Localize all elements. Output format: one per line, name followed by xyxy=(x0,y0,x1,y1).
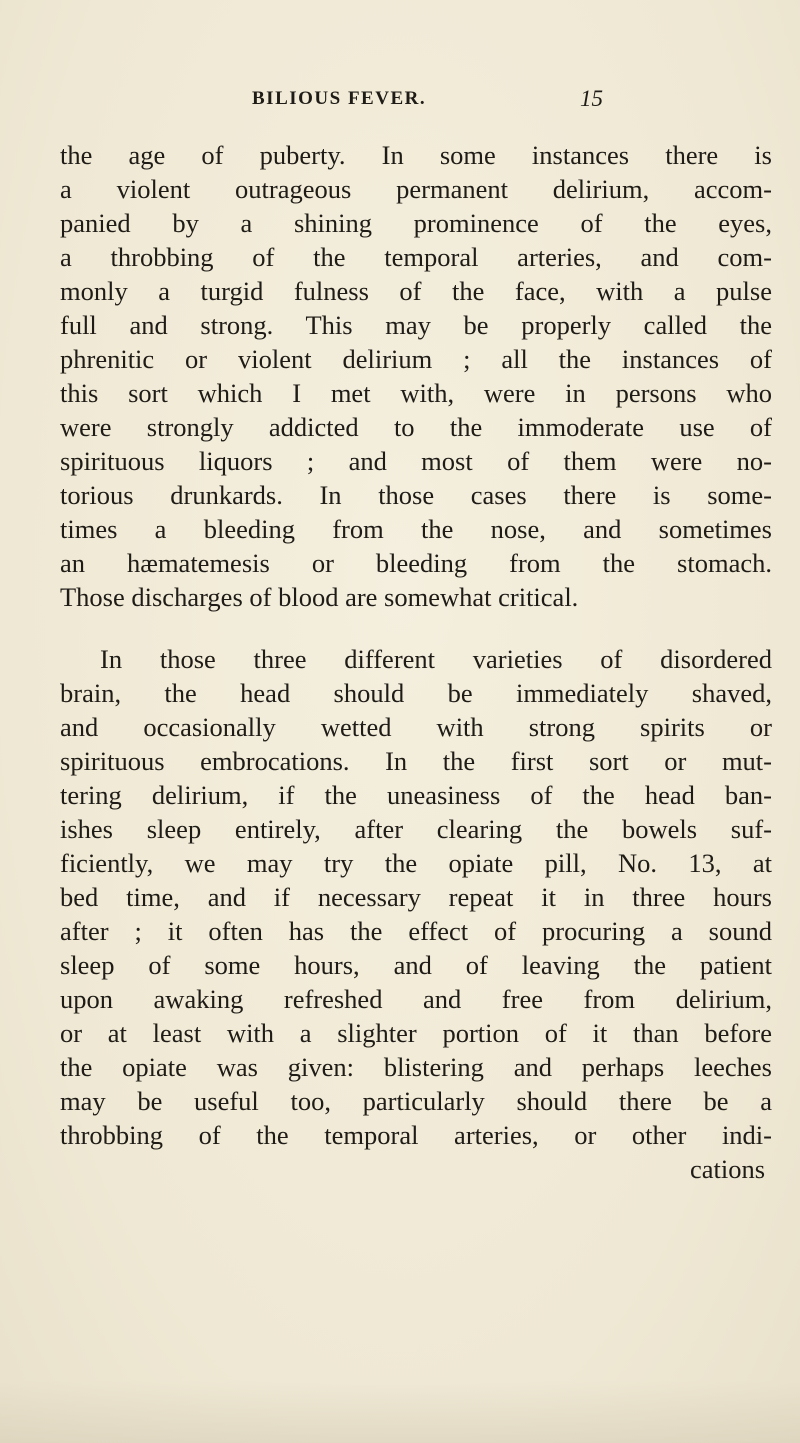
text-line: a violent outrageous permanent delirium, accom- xyxy=(60,174,772,204)
running-head xyxy=(0,88,800,118)
text-line: this sort which I met with, were in persons who xyxy=(60,378,772,408)
text-line: throbbing of the temporal arteries, or other indi- xyxy=(60,1120,772,1150)
text-line: the opiate was given: blistering and perhaps leeches xyxy=(60,1052,772,1082)
text-line: times a bleeding from the nose, and sometimes xyxy=(60,514,772,544)
text-line: bed time, and if necessary repeat it in three hours xyxy=(60,882,772,912)
text-line: upon awaking refreshed and free from delirium, xyxy=(60,984,772,1014)
text-line: were strongly addicted to the immoderate use of xyxy=(60,412,772,442)
text-line: torious drunkards. In those cases there is some- xyxy=(60,480,772,510)
text-line: ishes sleep entirely, after clearing the bowels suf- xyxy=(60,814,772,844)
text-line: In those three different varieties of disordered xyxy=(100,644,772,674)
text-line: or at least with a slighter portion of it than before xyxy=(60,1018,772,1048)
text-line: a throbbing of the temporal arteries, and com- xyxy=(60,242,772,272)
text-line: brain, the head should be immediately shaved, xyxy=(60,678,772,708)
text-line: monly a turgid fulness of the face, with a pulse xyxy=(60,276,772,306)
text-line: phrenitic or violent delirium ; all the instances of xyxy=(60,344,772,374)
text-line: full and strong. This may be properly called the xyxy=(60,310,772,340)
catchword: cations xyxy=(690,1154,766,1184)
text-line: after ; it often has the effect of procuring a sound xyxy=(60,916,772,946)
page-number: 15 xyxy=(580,86,603,111)
text-line: an hæmatemesis or bleeding from the stomach. xyxy=(60,548,772,578)
text-line: sleep of some hours, and of leaving the patient xyxy=(60,950,772,980)
text-line: spirituous liquors ; and most of them were no- xyxy=(60,446,772,476)
text-line: and occasionally wetted with strong spirits or xyxy=(60,712,772,742)
running-title: BILIOUS FEVER. xyxy=(252,88,427,109)
text-line: ficiently, we may try the opiate pill, No. 13, at xyxy=(60,848,772,878)
text-line: spirituous embrocations. In the first sort or mut- xyxy=(60,746,772,776)
text-line: panied by a shining prominence of the eyes, xyxy=(60,208,772,238)
page-edge-shading xyxy=(0,1380,800,1443)
text-line: the age of puberty. In some instances there is xyxy=(60,140,772,170)
text-line: Those discharges of blood are somewhat critical. xyxy=(60,582,579,612)
text-line: may be useful too, particularly should there be a xyxy=(60,1086,772,1116)
text-line: tering delirium, if the uneasiness of the head ban- xyxy=(60,780,772,810)
